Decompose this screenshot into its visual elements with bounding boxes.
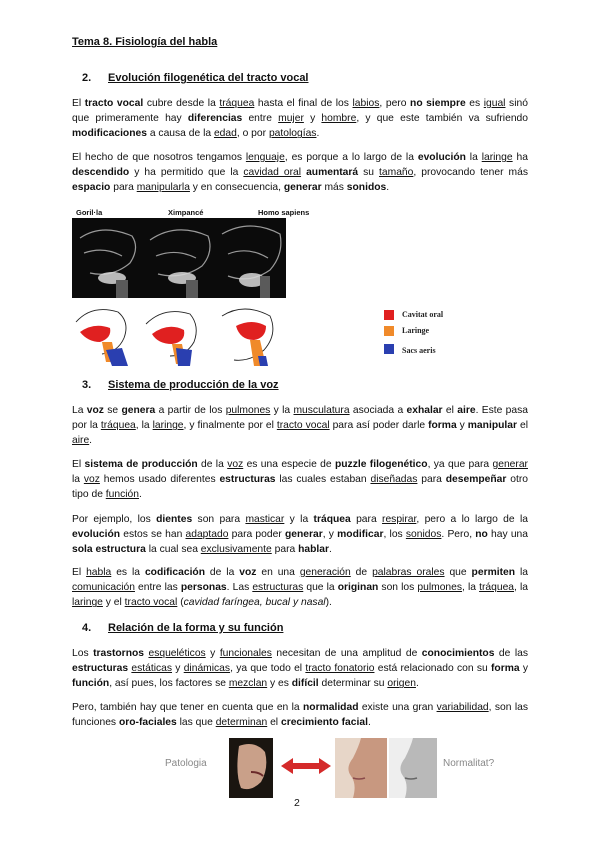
paragraph: Por ejemplo, los dientes son para masticar y la tráquea para respirar, pero a lo largo de la evolución estos se han adaptado para poder generar, y modificar, los sonidos. Pero, no hay una sola estructura la cual sea exclusivamente para hablar. [72,514,529,556]
legend-swatch-air-sacs [384,344,394,354]
legend-label-oral-cavity: Cavitat oral [402,310,444,319]
figure-label-pathology: Patologia [165,758,207,769]
section-title: Sistema de producción de la voz [108,379,279,391]
page-number: 2 [294,797,300,809]
section-title: Relación de la forma y su función [108,622,284,634]
section-number: 2. [82,72,92,84]
paragraph: La voz se genera a partir de los pulmones y la musculatura asociada a exhalar el aire. Este pasa por la tráquea, la laringe, y finalmente por el tracto vocal para así poder darle forma y manipular el aire. [72,405,529,447]
comparison-arrow-icon [279,756,333,776]
figure-label-chimpanzee: Ximpancé [168,208,204,217]
paragraph: Los trastornos esqueléticos y funcionales necesitan de una amplitud de conocimientos de las estructuras estáticas y dinámicas, ya que todo el tracto fonatorio está relacionado con su forma y función, así pues, los factores se mezclan y es difícil determinar su origen. [72,648,529,690]
figure-label-normality: Normalitat? [443,758,495,769]
paragraph: El hecho de que nosotros tengamos lenguaje, es porque a lo largo de la evolución la laringe ha descendido y ha permitido que la cavidad oral aumentará su tamaño, provocando tener más espacio para manipularla y en consecuencia, generar más sonidos. [72,152,528,194]
section-title: Evolución filogenética del tracto vocal [108,72,309,84]
section-heading-3 [82,379,279,391]
paragraph: El tracto vocal cubre desde la tráquea hasta el final de los labios, pero no siempre es igual sinó que primeramente hay diferencias entre mujer y hombre, y que este también va sufriendo modificaciones a causa de la edad, o por patologías. [72,98,528,140]
figure-label-homo-sapiens: Homo sapiens [258,208,310,217]
vocal-tract-evolution-figure [72,204,472,364]
paragraph: Pero, también hay que tener en cuenta que en la normalidad existe una gran variabilidad, son las funciones oro-faciales las que determinan el crecimiento facial. [72,702,528,729]
normal-face-photo-1 [335,738,387,798]
pathology-normality-figure [165,738,525,798]
mri-scans-image [72,218,286,298]
legend-label-larynx: Laringe [402,326,430,335]
paragraph: El sistema de producción de la voz es una especie de puzzle filogenético, ya que para generar la voz hemos usado diferentes estructuras las cuales estaban diseñadas para desempeñar otro tipo de función. [72,459,528,501]
figure-label-gorilla: Goril·la [76,208,103,217]
pathology-face-photo [229,738,273,798]
section-number: 3. [82,379,92,391]
paragraph: El habla es la codificación de la voz en una generación de palabras orales que permiten la comunicación entre las personas. Las estructuras que la originan son los pulmones, la tráquea, la laringe y el tracto vocal (cavidad faríngea, bucal y nasal). [72,567,528,609]
section-heading-4 [82,622,283,634]
legend-swatch-oral-cavity [384,310,394,320]
normal-face-photo-2 [389,738,437,798]
section-heading-2 [82,72,309,84]
section-number: 4. [82,622,92,634]
page-title: Tema 8. Fisiología del habla [72,36,218,48]
legend-label-air-sacs: Sacs aeris [402,346,436,355]
legend-swatch-larynx [384,326,394,336]
vocal-tract-sketches [72,302,286,368]
